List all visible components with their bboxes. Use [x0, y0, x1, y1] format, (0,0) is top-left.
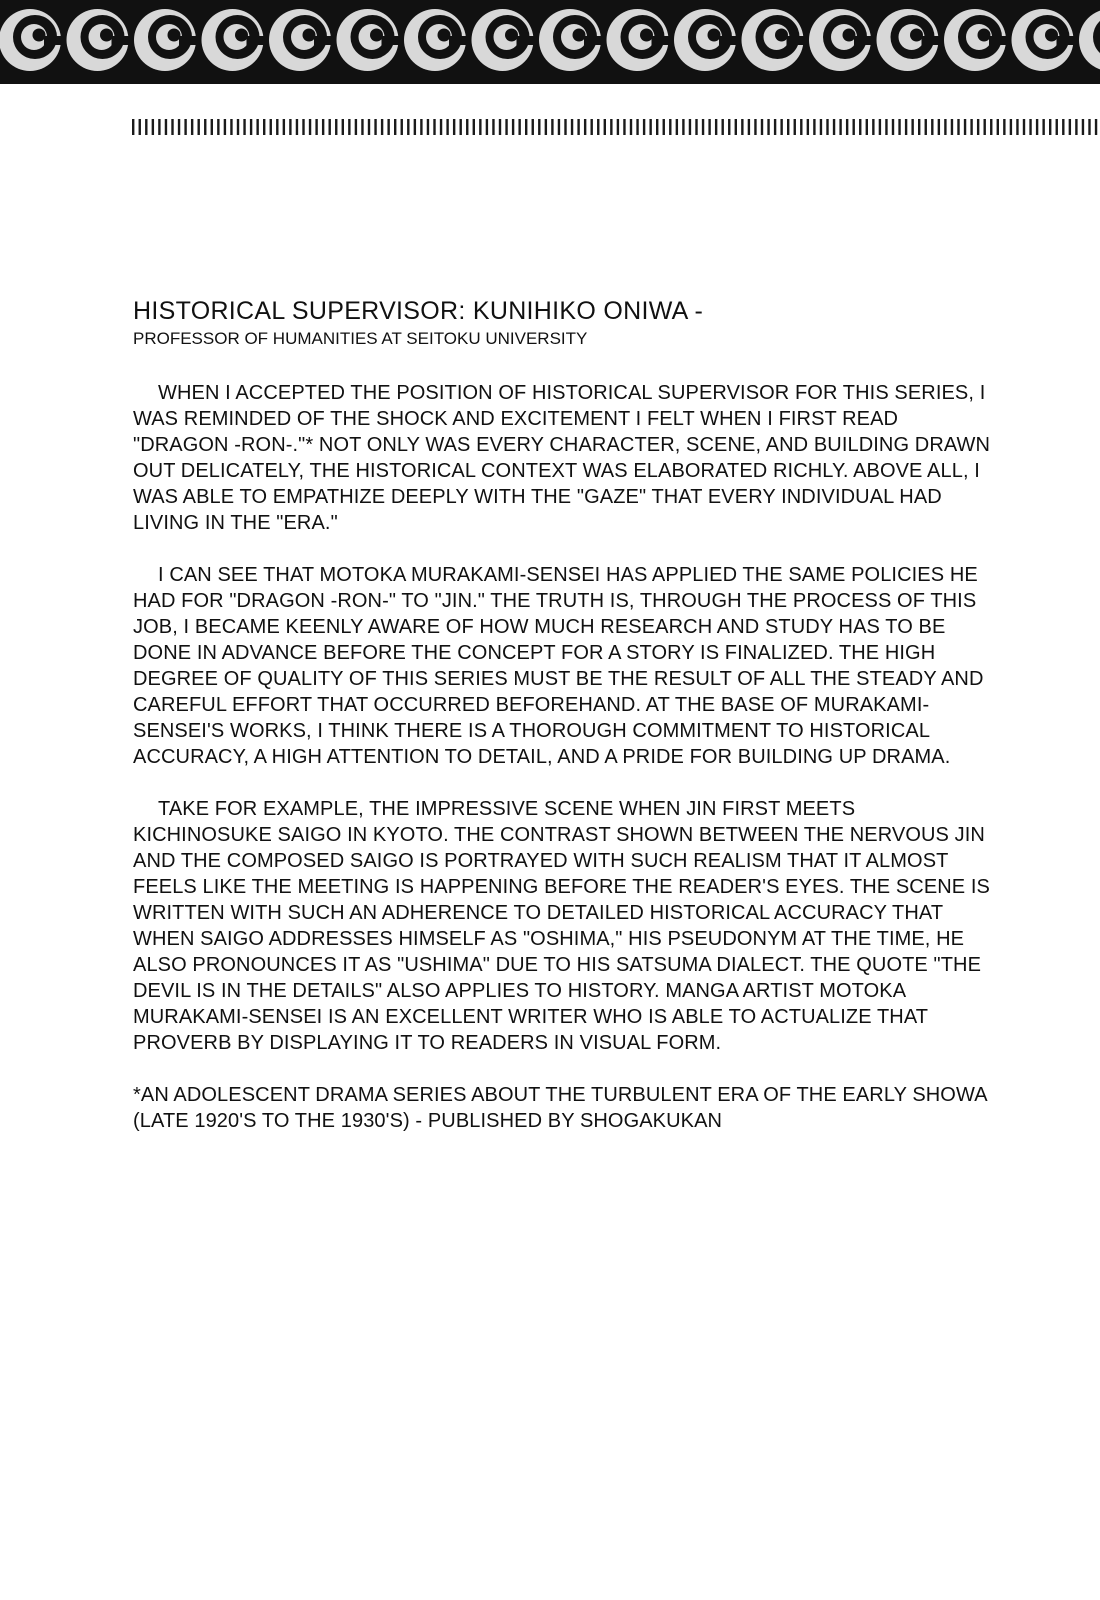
tick-mark — [741, 119, 743, 135]
tick-mark — [1029, 119, 1031, 135]
tick-mark — [748, 119, 750, 135]
swirl-motif — [742, 9, 809, 71]
tick-mark — [663, 119, 665, 135]
tick-mark — [538, 119, 540, 135]
tick-mark — [833, 119, 835, 135]
tick-mark — [1095, 119, 1097, 135]
tick-mark — [643, 119, 645, 135]
tick-mark — [800, 119, 802, 135]
swirl-motif — [134, 9, 201, 71]
tick-mark — [440, 119, 442, 135]
tick-mark — [224, 119, 226, 135]
tick-mark — [925, 119, 927, 135]
tick-mark — [682, 119, 684, 135]
tick-mark — [898, 119, 900, 135]
tick-mark — [250, 119, 252, 135]
tick-mark — [184, 119, 186, 135]
tick-mark — [879, 119, 881, 135]
tick-mark — [178, 119, 180, 135]
tick-mark — [1023, 119, 1025, 135]
tick-mark — [872, 119, 874, 135]
tick-mark — [774, 119, 776, 135]
tick-mark — [1062, 119, 1064, 135]
tick-mark — [735, 119, 737, 135]
tick-mark — [302, 119, 304, 135]
tick-mark — [636, 119, 638, 135]
tick-mark — [617, 119, 619, 135]
tick-mark — [767, 119, 769, 135]
tick-mark — [577, 119, 579, 135]
tick-mark — [1075, 119, 1077, 135]
tick-mark — [918, 119, 920, 135]
tick-mark — [132, 119, 134, 135]
tick-mark — [374, 119, 376, 135]
tick-mark — [1049, 119, 1051, 135]
tick-mark — [1088, 119, 1090, 135]
tick-mark — [1016, 119, 1018, 135]
tick-mark — [237, 119, 239, 135]
swirl-motif — [809, 9, 876, 71]
tick-mark — [951, 119, 953, 135]
swirl-motif — [944, 9, 1011, 71]
tick-mark — [866, 119, 868, 135]
tick-mark — [433, 119, 435, 135]
tick-mark — [171, 119, 173, 135]
tick-mark — [695, 119, 697, 135]
tick-mark — [604, 119, 606, 135]
footnote: *AN ADOLESCENT DRAMA SERIES ABOUT THE TURBULENT ERA OF THE EARLY SHOWA (LATE 1920'S TO THE 1930'S) - PUBLISHED BY SHOGAKUKAN — [133, 1084, 987, 1132]
swirl-motif — [674, 9, 741, 71]
swirl-wave-icon — [0, 0, 1100, 84]
tick-mark — [702, 119, 704, 135]
tick-mark — [230, 119, 232, 135]
tick-mark — [394, 119, 396, 135]
tick-mark — [813, 119, 815, 135]
tick-mark — [283, 119, 285, 135]
tick-mark — [558, 119, 560, 135]
swirl-motif — [404, 9, 471, 71]
tick-mark — [584, 119, 586, 135]
tick-mark — [309, 119, 311, 135]
tick-mark — [591, 119, 593, 135]
tick-mark — [1042, 119, 1044, 135]
tick-mark — [342, 119, 344, 135]
tick-mark — [505, 119, 507, 135]
tick-mark — [649, 119, 651, 135]
tick-mark — [911, 119, 913, 135]
tick-mark — [198, 119, 200, 135]
tick-mark — [610, 119, 612, 135]
tick-mark — [479, 119, 481, 135]
tick-mark — [322, 119, 324, 135]
body-paragraph-1: WHEN I ACCEPTED THE POSITION OF HISTORICAL SUPERVISOR FOR THIS SERIES, I WAS REMINDED OF THE SHOCK AND EXCITEMENT I FELT WHEN I FIRST READ "DRAGON -RON-."* NOT ONLY WAS EVERY CHARACTER, SCENE, AND BUILDING DRAWN OUT DELICATELY, THE HISTORICAL CONTEXT WAS ELABORATED RICHLY. ABOVE ALL, I WAS ABLE TO EMPATHIZE DEEPLY WITH THE "GAZE" THAT EVERY INDIVIDUAL HAD LIVING IN THE "ERA." — [133, 382, 991, 534]
tick-mark — [453, 119, 455, 135]
body-paragraph-2: I CAN SEE THAT MOTOKA MURAKAMI-SENSEI HAS APPLIED THE SAME POLICIES HE HAD FOR "DRAGON -RON-" TO "JIN." THE TRUTH IS, THROUGH THE PROCESS OF THIS JOB, I BECAME KEENLY AWARE OF HOW MUCH RESEARCH AND STUDY HAS TO BE DONE IN ADVANCE BEFORE THE CONCEPT FOR A STORY IS FINALIZED. THE HIGH DEGREE OF QUALITY OF THIS SERIES MUST BE THE RESULT OF ALL THE STEADY AND CAREFUL EFFORT THAT OCCURRED BEFOREHAND. AT THE BASE OF MURAKAMI-SENSEI'S WORKS, I THINK THERE IS A THOROUGH COMMITMENT TO HISTORICAL ACCURACY, A HIGH ATTENTION TO DETAIL, AND A PRIDE FOR BUILDING UP DRAMA. — [133, 564, 984, 768]
swirl-motif — [1012, 9, 1079, 71]
tick-mark — [532, 119, 534, 135]
tick-mark — [152, 119, 154, 135]
tick-mark — [381, 119, 383, 135]
tick-mark — [1056, 119, 1058, 135]
body-paragraph-3: TAKE FOR EXAMPLE, THE IMPRESSIVE SCENE WHEN JIN FIRST MEETS KICHINOSUKE SAIGO IN KYOTO. THE CONTRAST SHOWN BETWEEN THE NERVOUS JIN AND THE COMPOSED SAIGO IS PORTRAYED WITH SUCH REALISM THAT IT ALMOST FEELS LIKE THE MEETING IS HAPPENING BEFORE THE READER'S EYES. THE SCENE IS WRITTEN WITH SUCH AN ADHERENCE TO DETAILED HISTORICAL ACCURACY THAT WHEN SAIGO ADDRESSES HIMSELF AS "OSHIMA," HIS PSEUDONYM AT THE TIME, HE ALSO PRONOUNCES IT AS "USHIMA" DUE TO HIS SATSUMA DIALECT. THE QUOTE "THE DEVIL IS IN THE DETAILS" ALSO APPLIES TO HISTORY. MANGA ARTIST MOTOKA MURAKAMI-SENSEI IS AN EXCELLENT WRITER WHO IS ABLE TO ACTUALIZE THAT PROVERB BY DISPLAYING IT TO READERS IN VISUAL FORM. — [133, 798, 990, 1054]
tick-mark — [1003, 119, 1005, 135]
tick-mark — [387, 119, 389, 135]
swirl-motif — [0, 9, 66, 71]
swirl-motif — [472, 9, 539, 71]
tick-mark — [492, 119, 494, 135]
tick-mark — [931, 119, 933, 135]
tick-mark — [964, 119, 966, 135]
decorative-tick-rule — [131, 118, 1100, 138]
swirl-motif — [202, 9, 269, 71]
tick-mark — [473, 119, 475, 135]
tick-mark — [420, 119, 422, 135]
tick-mark — [754, 119, 756, 135]
tick-mark — [518, 119, 520, 135]
tick-mark — [158, 119, 160, 135]
tick-mark — [715, 119, 717, 135]
decorative-swirl-border — [0, 0, 1100, 84]
tick-mark — [997, 119, 999, 135]
tick-mark — [722, 119, 724, 135]
tick-mark — [1010, 119, 1012, 135]
tick-mark — [355, 119, 357, 135]
tick-mark — [335, 119, 337, 135]
tick-mark — [414, 119, 416, 135]
tick-mark — [656, 119, 658, 135]
tick-mark — [689, 119, 691, 135]
article — [133, 296, 993, 1134]
tick-mark — [630, 119, 632, 135]
tick-mark — [623, 119, 625, 135]
tick-mark — [839, 119, 841, 135]
tick-mark — [256, 119, 258, 135]
tick-mark — [938, 119, 940, 135]
tick-mark — [807, 119, 809, 135]
tick-mark — [859, 119, 861, 135]
tick-mark — [957, 119, 959, 135]
article-subtitle: PROFESSOR OF HUMANITIES AT SEITOKU UNIVERSITY — [133, 329, 588, 348]
tick-mark — [1069, 119, 1071, 135]
tick-mark — [545, 119, 547, 135]
tick-mark — [944, 119, 946, 135]
tick-mark — [676, 119, 678, 135]
tick-mark — [820, 119, 822, 135]
tick-mark — [787, 119, 789, 135]
tick-mark — [217, 119, 219, 135]
tick-mark — [486, 119, 488, 135]
tick-mark — [315, 119, 317, 135]
tick-mark — [401, 119, 403, 135]
tick-mark — [892, 119, 894, 135]
tick-mark — [270, 119, 272, 135]
tick-mark — [204, 119, 206, 135]
tick-mark — [984, 119, 986, 135]
tick-mark — [499, 119, 501, 135]
tick-mark — [853, 119, 855, 135]
tick-mark — [329, 119, 331, 135]
tick-mark — [564, 119, 566, 135]
tick-mark — [296, 119, 298, 135]
tick-mark — [551, 119, 553, 135]
tick-mark — [794, 119, 796, 135]
tick-mark — [368, 119, 370, 135]
tick-mark — [597, 119, 599, 135]
tick-mark — [708, 119, 710, 135]
tick-mark — [728, 119, 730, 135]
tick-mark — [145, 119, 147, 135]
tick-mark — [191, 119, 193, 135]
tick-mark — [512, 119, 514, 135]
swirl-motif — [607, 9, 674, 71]
tick-mark — [446, 119, 448, 135]
tick-mark — [1036, 119, 1038, 135]
tick-mark — [427, 119, 429, 135]
tick-mark — [289, 119, 291, 135]
tick-mark — [466, 119, 468, 135]
tick-mark — [761, 119, 763, 135]
tick-mark — [407, 119, 409, 135]
tick-mark — [571, 119, 573, 135]
tick-mark — [826, 119, 828, 135]
tick-mark — [780, 119, 782, 135]
tick-mark — [243, 119, 245, 135]
tick-mark — [263, 119, 265, 135]
tick-mark — [846, 119, 848, 135]
tick-mark — [1082, 119, 1084, 135]
tick-mark — [139, 119, 141, 135]
tick-mark — [905, 119, 907, 135]
tick-mark — [165, 119, 167, 135]
tick-mark — [990, 119, 992, 135]
swirl-motif — [1079, 9, 1100, 71]
article-title: HISTORICAL SUPERVISOR: KUNIHIKO ONIWA - — [133, 297, 704, 325]
tick-mark — [348, 119, 350, 135]
tick-rule-graphic — [131, 118, 1100, 138]
tick-mark — [276, 119, 278, 135]
swirl-motif — [67, 9, 134, 71]
swirl-motif — [539, 9, 606, 71]
swirl-motif — [337, 9, 404, 71]
tick-mark — [977, 119, 979, 135]
tick-mark — [885, 119, 887, 135]
tick-mark — [460, 119, 462, 135]
swirl-motif — [269, 9, 336, 71]
tick-mark — [361, 119, 363, 135]
tick-mark — [669, 119, 671, 135]
tick-mark — [970, 119, 972, 135]
tick-mark — [525, 119, 527, 135]
swirl-motif — [877, 9, 944, 71]
tick-mark — [211, 119, 213, 135]
